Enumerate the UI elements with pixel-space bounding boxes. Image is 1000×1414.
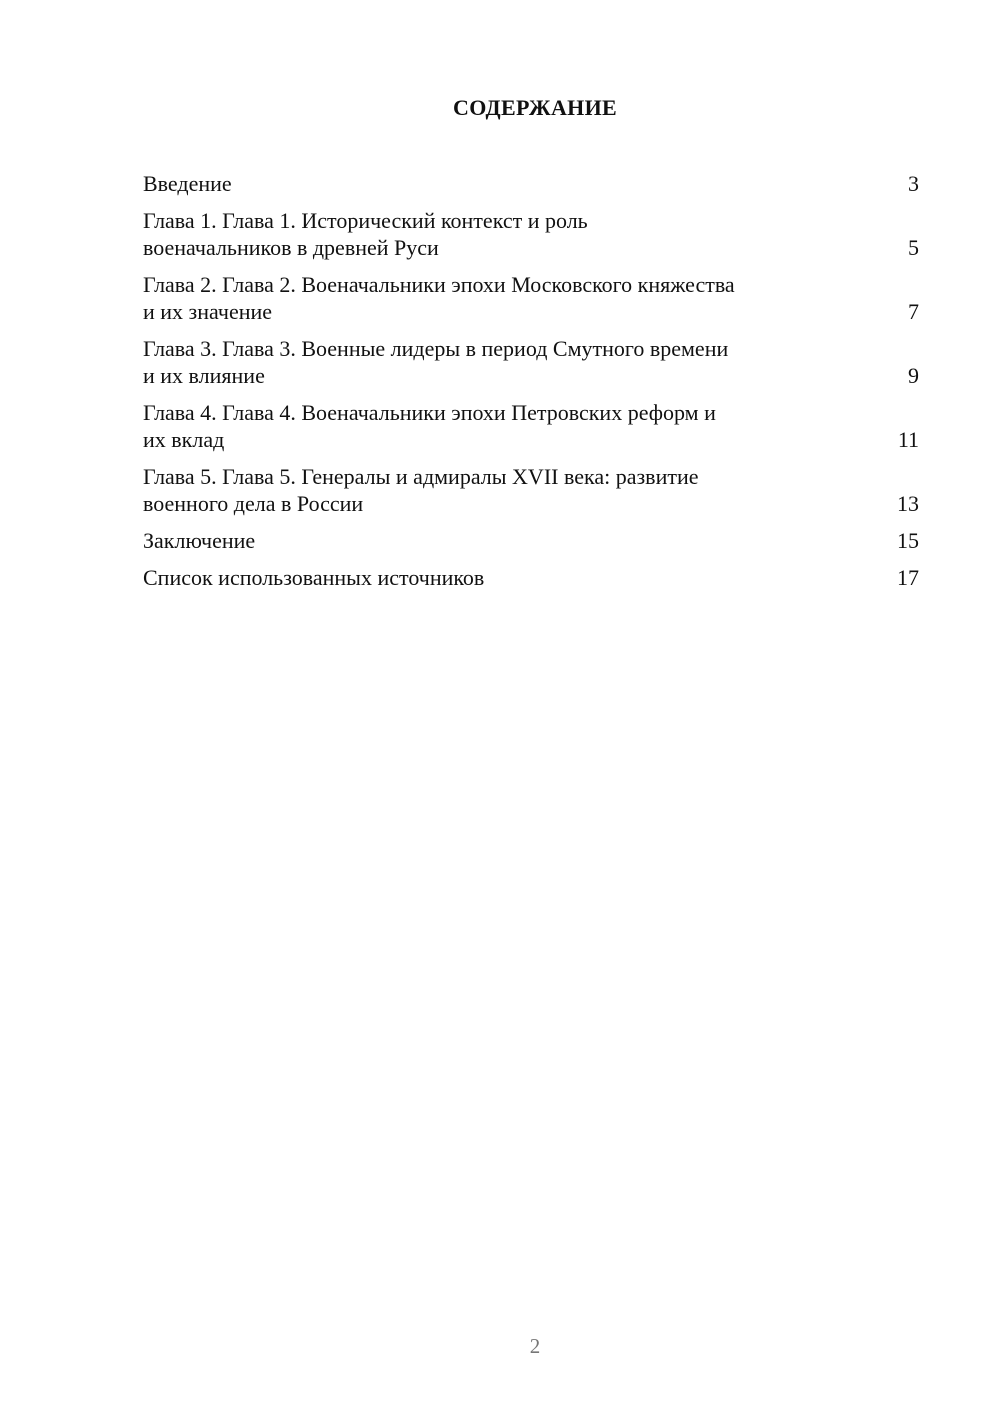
toc-entry-page: 13 [897, 491, 919, 516]
page-title: СОДЕРЖАНИЕ [453, 95, 617, 120]
toc-entry-title: Глава 1. Глава 1. Исторический контекст и роль военачальников в древней Руси [143, 208, 588, 260]
toc-entry-title: Глава 3. Глава 3. Военные лидеры в период Смутного времени и их влияние [143, 336, 729, 388]
table-of-contents [143, 170, 919, 601]
toc-entry-conclusion [143, 527, 919, 554]
toc-entry-references [143, 564, 919, 591]
toc-entry-title: Заключение [143, 528, 256, 553]
toc-entry-page: 9 [908, 363, 919, 388]
toc-entry-title: Введение [143, 171, 232, 196]
toc-entry-title: Список использованных источников [143, 565, 485, 590]
toc-entry-chapter-3 [143, 335, 919, 389]
toc-entry-page: 11 [897, 427, 919, 452]
toc-entry-chapter-2 [143, 271, 919, 325]
toc-entry-title: Глава 4. Глава 4. Военачальники эпохи Петровских реформ и их вклад [143, 400, 716, 452]
page-number: 2 [529, 1334, 541, 1358]
toc-entry-title: Глава 2. Глава 2. Военачальники эпохи Московского княжества и их значение [143, 272, 735, 324]
toc-entry-title: Глава 5. Глава 5. Генералы и адмиралы XVII века: развитие военного дела в России [143, 464, 699, 516]
toc-entry-page: 7 [908, 299, 919, 324]
toc-entry-introduction [143, 170, 919, 197]
toc-entry-chapter-5 [143, 463, 919, 517]
toc-entry-page: 5 [908, 235, 919, 260]
toc-entry-page: 3 [908, 171, 919, 196]
toc-entry-page: 17 [897, 565, 919, 590]
toc-entry-chapter-4 [143, 399, 919, 453]
toc-entry-page: 15 [897, 528, 919, 553]
toc-entry-chapter-1 [143, 207, 919, 261]
